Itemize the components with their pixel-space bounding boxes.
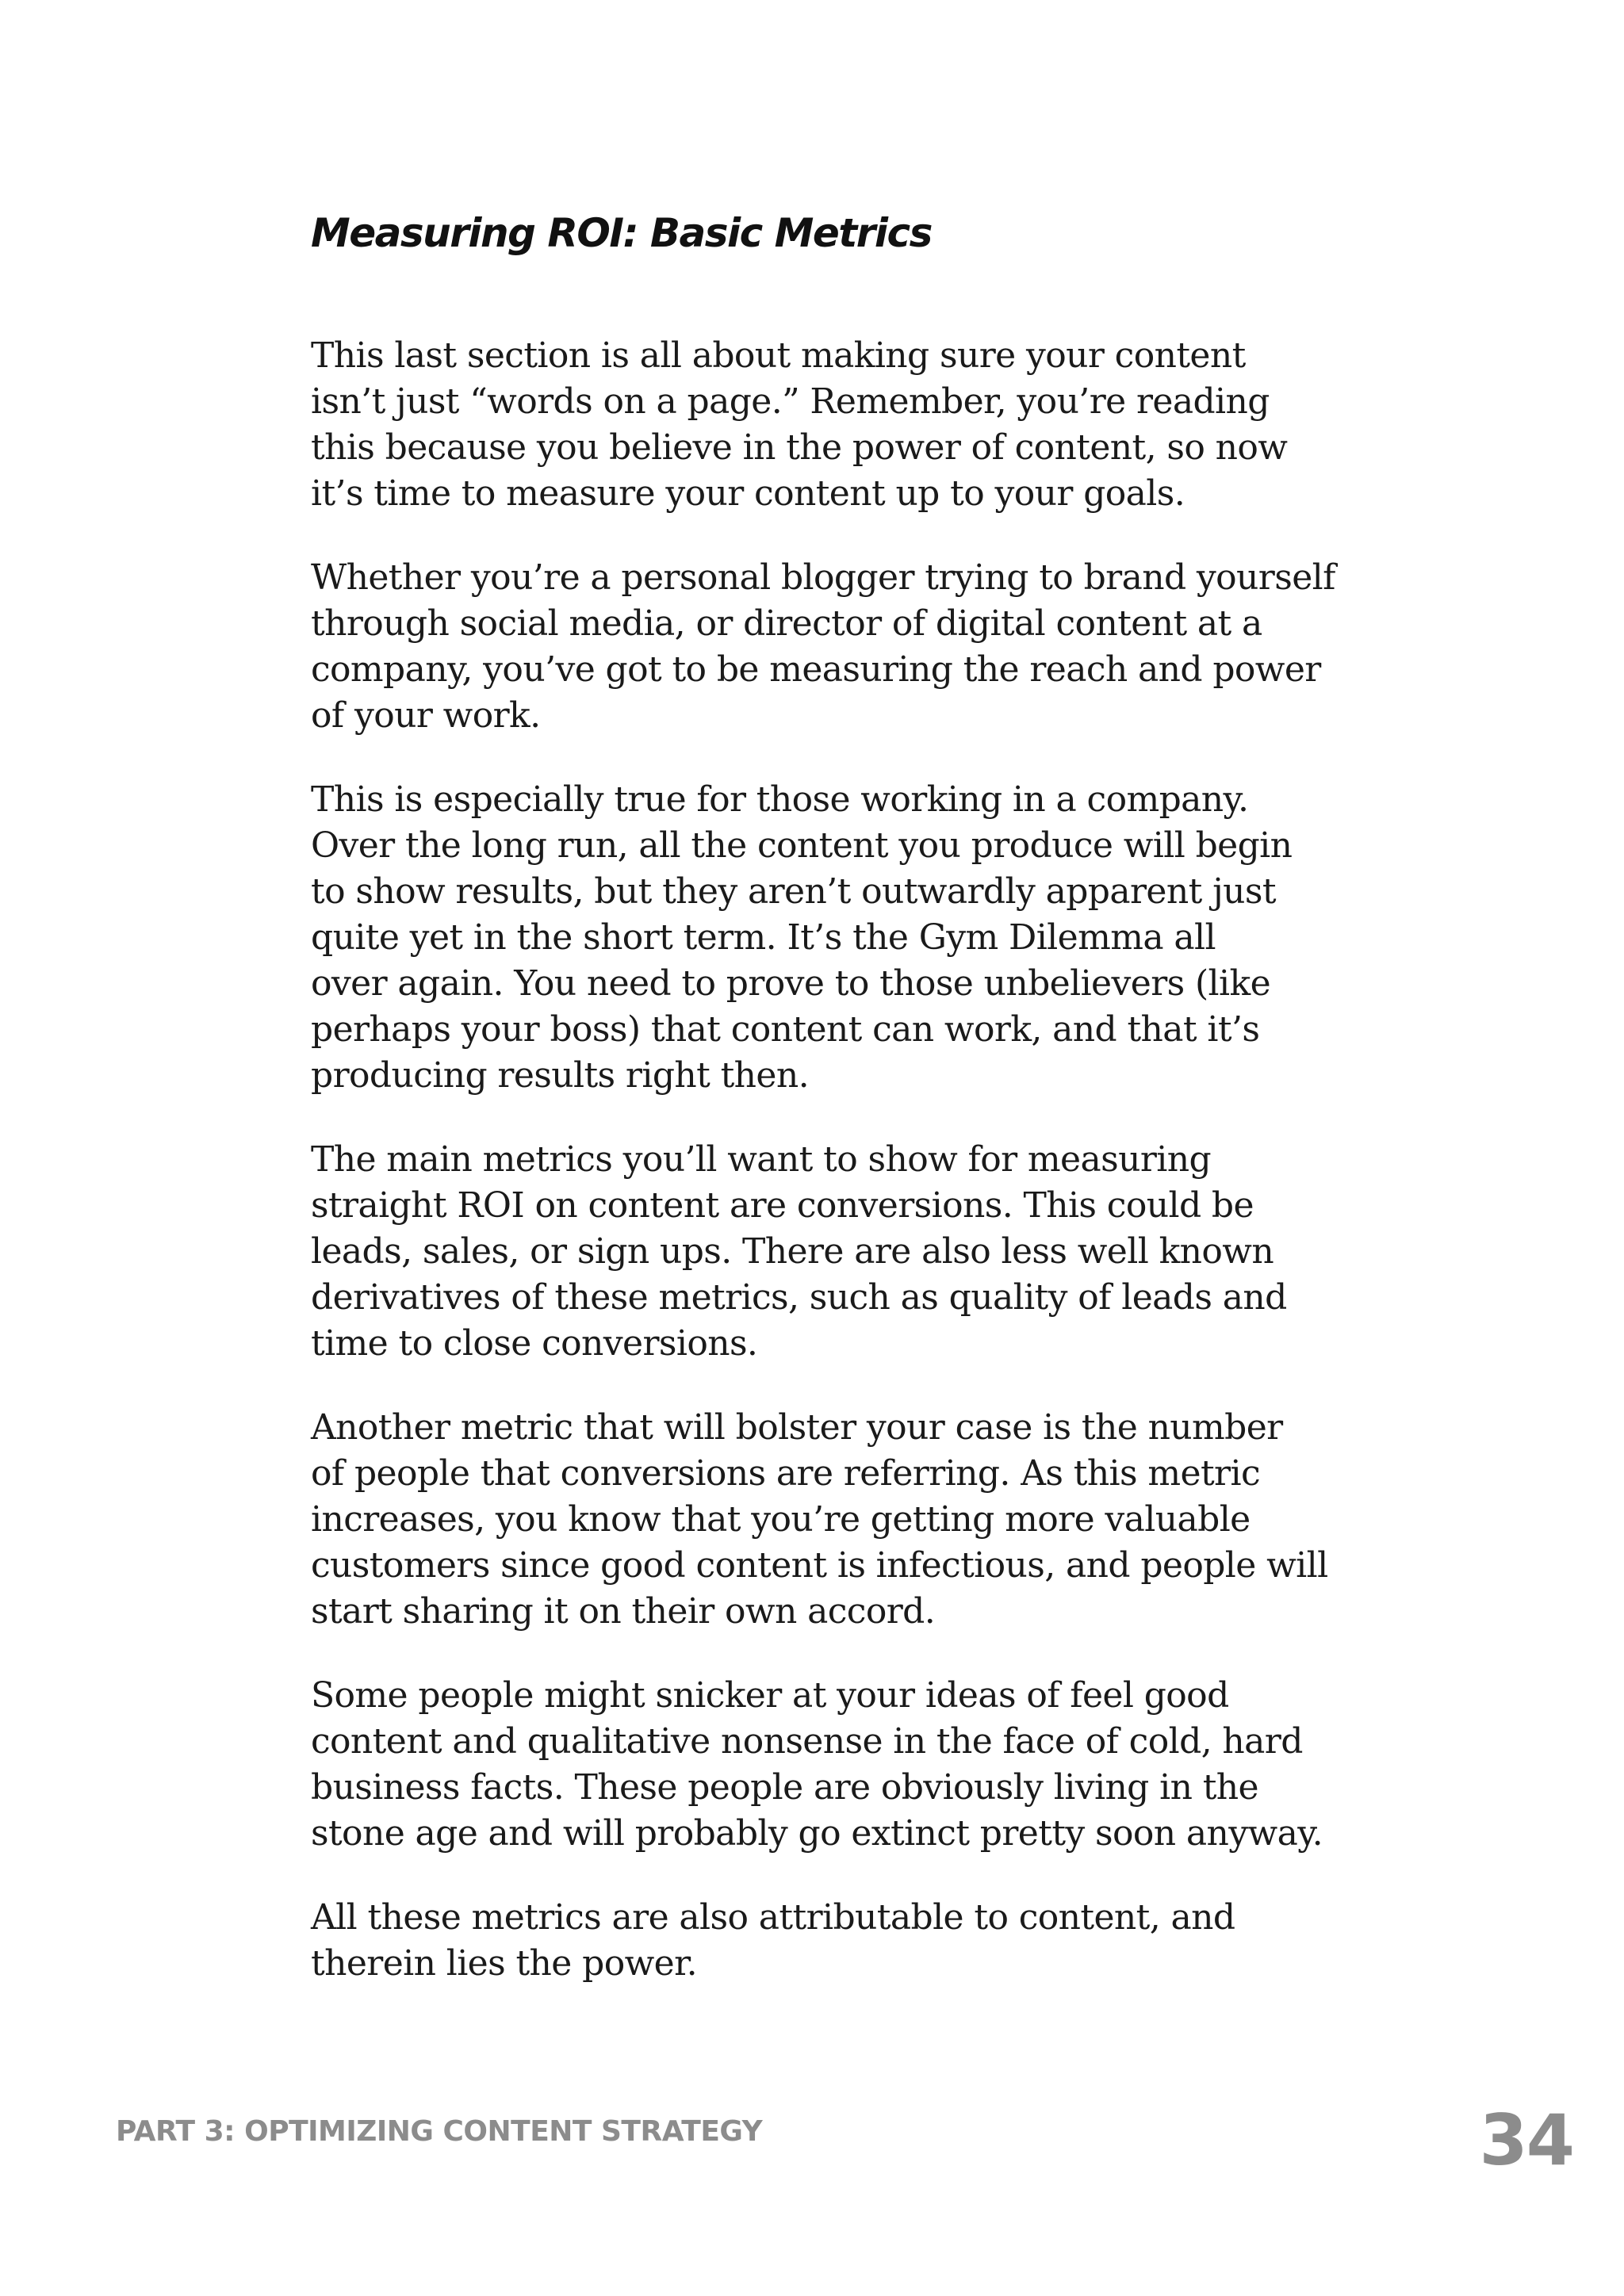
text-line: The main metrics you’ll want to show for measuring [311, 1139, 1212, 1180]
text-line: customers since good content is infectious, and people will [311, 1545, 1328, 1586]
text-line: All these metrics are also attributable to content, and [311, 1897, 1235, 1938]
text-line: straight ROI on content are conversions. This could be [311, 1185, 1254, 1226]
text-line: This last section is all about making sure your content [311, 335, 1246, 376]
footer-part-label: PART 3: OPTIMIZING CONTENT STRATEGY [116, 2115, 763, 2148]
text-line: business facts. These people are obviously living in the [311, 1767, 1258, 1808]
text-line: quite yet in the short term. It’s the Gym Dilemma all [311, 917, 1216, 958]
text-line: therein lies the power. [311, 1943, 698, 1984]
text-line: of your work. [311, 695, 541, 736]
text-line: it’s time to measure your content up to your goals. [311, 473, 1185, 514]
text-line: this because you believe in the power of content, so now [311, 427, 1288, 468]
text-line: producing results right then. [311, 1055, 809, 1096]
text-line: stone age and will probably go extinct pretty soon anyway. [311, 1813, 1323, 1854]
text-line: leads, sales, or sign ups. There are also less well known [311, 1231, 1274, 1272]
text-line: time to close conversions. [311, 1323, 758, 1364]
text-line: increases, you know that you’re getting more valuable [311, 1499, 1251, 1540]
text-line: derivatives of these metrics, such as quality of leads and [311, 1277, 1287, 1318]
text-line: over again. You need to prove to those unbelievers (like [311, 963, 1271, 1004]
text-line: isn’t just “words on a page.” Remember, you’re reading [311, 381, 1270, 422]
page-number: 34 [1479, 2099, 1573, 2181]
paragraph [311, 777, 1318, 1099]
paragraph [311, 1895, 1318, 1987]
text-line: perhaps your boss) that content can work, and that it’s [311, 1009, 1260, 1050]
paragraph [311, 333, 1318, 517]
paragraph [311, 555, 1335, 739]
text-line: Over the long run, all the content you produce will begin [311, 825, 1293, 866]
text-line: of people that conversions are referring. As this metric [311, 1453, 1260, 1494]
text-line: company, you’ve got to be measuring the reach and power [311, 649, 1321, 690]
paragraph [311, 1405, 1328, 1635]
text-line: start sharing it on their own accord. [311, 1591, 936, 1632]
body-text [311, 333, 1335, 2025]
text-line: content and qualitative nonsense in the face of cold, hard [311, 1721, 1303, 1762]
text-line: Some people might snicker at your ideas of feel good [311, 1675, 1229, 1716]
text-line: to show results, but they aren’t outwardly apparent just [311, 871, 1276, 912]
section-heading: Measuring ROI: Basic Metrics [311, 210, 932, 256]
paragraph [311, 1137, 1318, 1367]
paragraph [311, 1673, 1323, 1857]
text-line: Whether you’re a personal blogger trying to brand yourself [311, 557, 1335, 598]
text-line: through social media, or director of digital content at a [311, 603, 1262, 644]
text-line: This is especially true for those working in a company. [311, 779, 1249, 820]
text-line: Another metric that will bolster your case is the number [311, 1407, 1283, 1448]
